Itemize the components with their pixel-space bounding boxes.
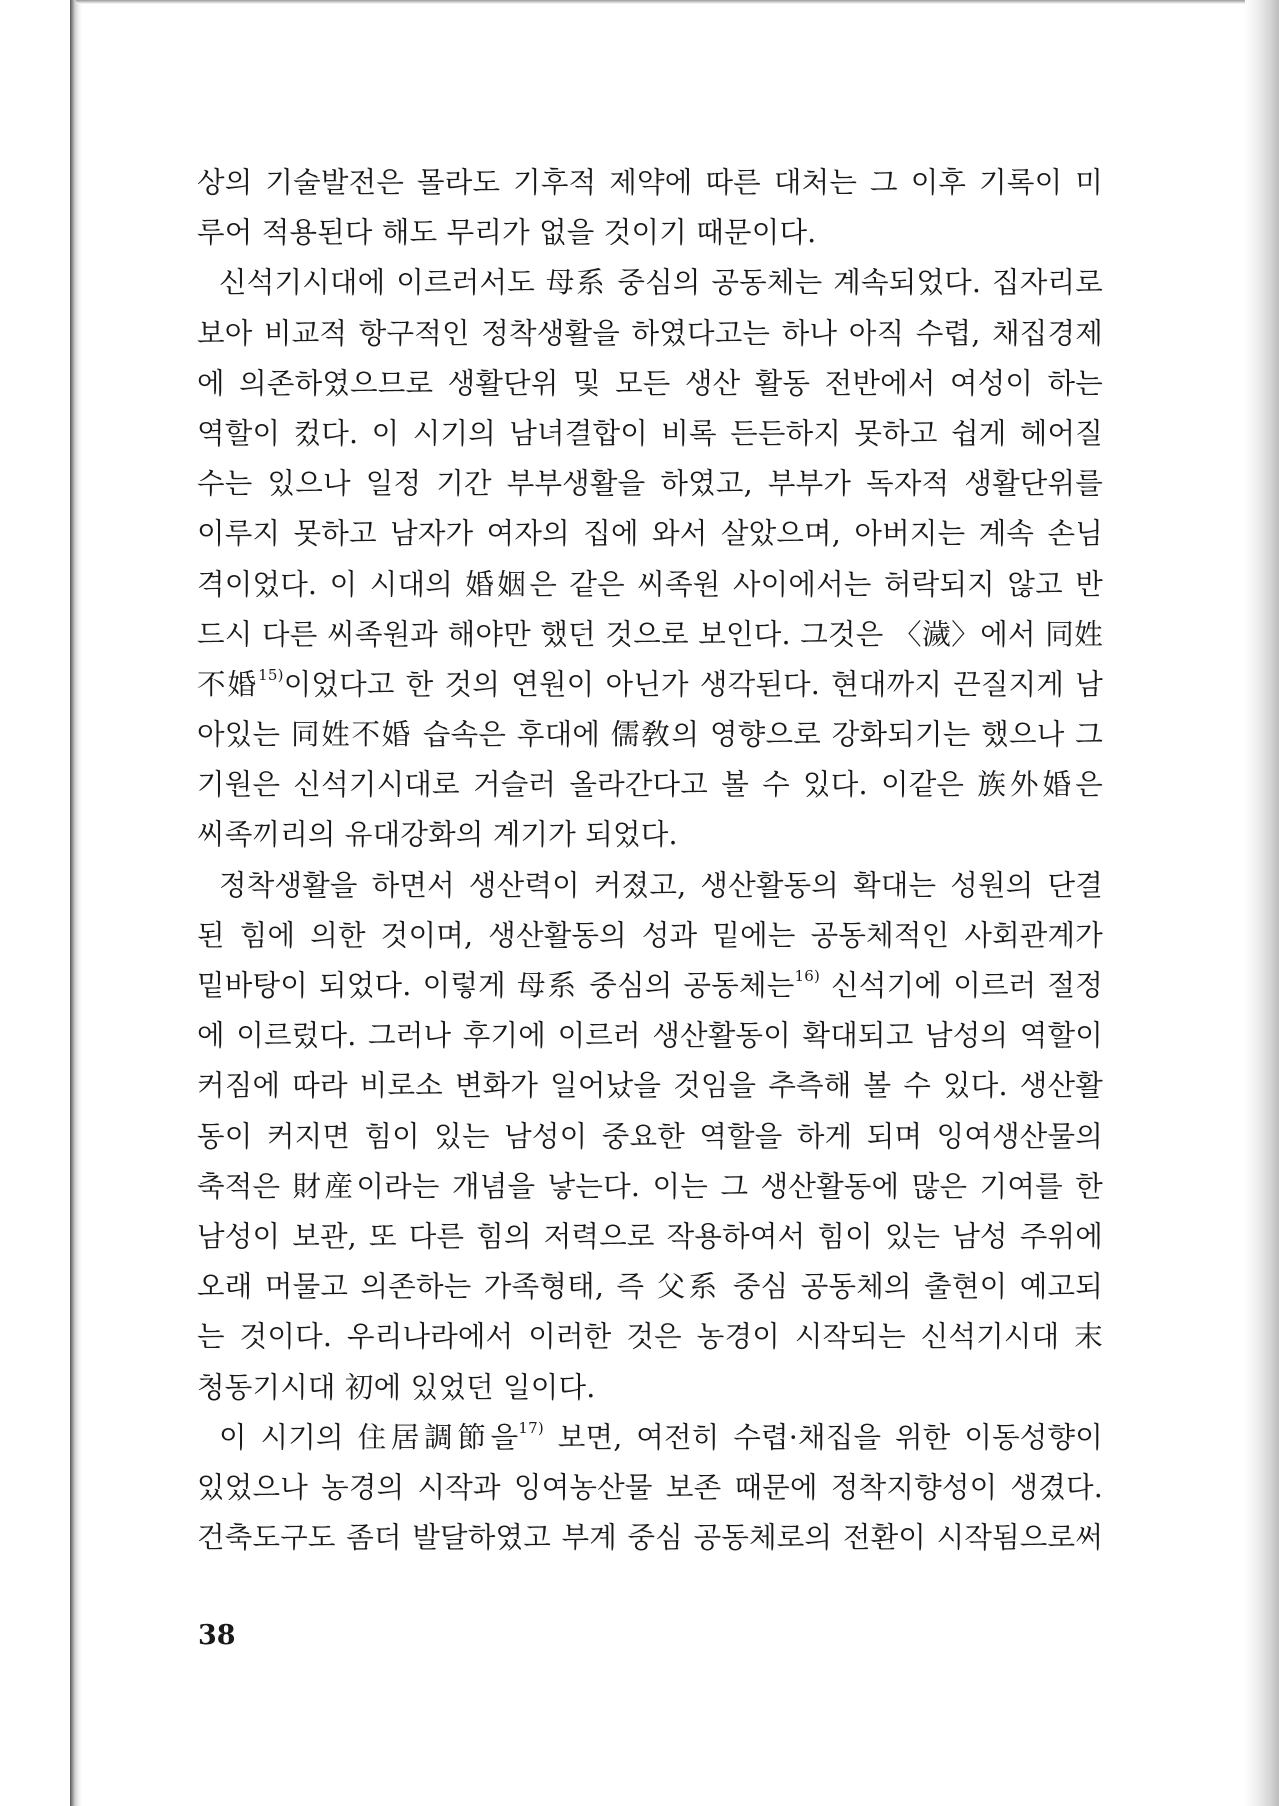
text-line: 정착생활을 하면서 생산력이 커졌고, 생산활동의 확대는 성원의 단결 [219, 868, 1103, 902]
text-line: 남성이 보관, 또 다른 힘의 저력으로 작용하여서 힘이 있는 남성 주위에 [197, 1219, 1103, 1253]
line-text: 이 시기의 住居調節을 [219, 1420, 519, 1454]
footnote-marker[interactable]: 16) [794, 967, 821, 985]
text-line: 오래 머물고 의존하는 가족형태, 즉 父系 중심 공동체의 출현이 예고되 [197, 1270, 1103, 1304]
text-line: 역할이 컸다. 이 시기의 남녀결합이 비록 든든하지 못하고 쉽게 헤어질 [197, 416, 1103, 450]
text-line: 수는 있으나 일정 기간 부부생활을 하였고, 부부가 독자적 생활단위를 [197, 467, 1103, 501]
page-left-edge [70, 0, 82, 1806]
text-line: 축적은 財産이라는 개념을 낳는다. 이는 그 생산활동에 많은 기여를 한 [197, 1169, 1103, 1203]
text-line: 기원은 신석기시대로 거슬러 올라간다고 볼 수 있다. 이같은 族外婚은 [197, 768, 1103, 802]
line-text: 이었다고 한 것의 연원이 아닌가 생각된다. 현대까지 끈질지게 남 [283, 667, 1104, 701]
text-line: 에 의존하였으므로 생활단위 및 모든 생산 활동 전반에서 여성이 하는 [197, 366, 1103, 400]
line-text: 不婚 [197, 667, 259, 701]
text-line: 커짐에 따라 비로소 변화가 일어났을 것임을 추측해 볼 수 있다. 생산활 [197, 1069, 1103, 1103]
text-line: 있었으나 농경의 시작과 잉여농산물 보존 때문에 정착지향성이 생겼다. [197, 1470, 1103, 1504]
line-text: 보면, 여전히 수렵·채집을 위한 이동성향이 [543, 1420, 1103, 1454]
footnote-marker[interactable]: 15) [258, 665, 284, 684]
page-outer-margin [0, 0, 70, 1806]
text-line: 보아 비교적 항구적인 정착생활을 하였다고는 하나 아직 수렵, 채집경제 [197, 316, 1103, 350]
footnote-marker[interactable]: 17) [518, 1418, 544, 1437]
text-line: 된 힘에 의한 것이며, 생산활동의 성과 밑에는 공동체적인 사회관계가 [197, 918, 1103, 952]
body-text [197, 158, 1103, 1563]
text-line: 신석기시대에 이르러서도 母系 중심의 공동체는 계속되었다. 집자리로 [219, 266, 1103, 300]
line-text: 밑바탕이 되었다. 이렇게 母系 중심의 공동체는 [197, 969, 795, 1002]
page-top-edge [76, 0, 1279, 4]
text-line: 는 것이다. 우리나라에서 이러한 것은 농경이 시작되는 신석기시대 末 [197, 1320, 1103, 1354]
text-line: 이루지 못하고 남자가 여자의 집에 와서 살았으며, 아버지는 계속 손님 [197, 517, 1103, 551]
text-line: 씨족끼리의 유대강화의 계기가 되었다. [197, 818, 678, 852]
page-number: 38 [198, 1620, 236, 1651]
text-line: 건축도구도 좀더 발달하였고 부계 중심 공동체로의 전환이 시작됨으로써 [197, 1521, 1103, 1555]
text-line: 상의 기술발전은 몰라도 기후적 제약에 따른 대처는 그 이후 기록이 미 [197, 166, 1103, 199]
text-line: 동이 커지면 힘이 있는 남성이 중요한 역할을 하게 되며 잉여생산물의 [197, 1119, 1103, 1153]
text-line: 청동기시대 初에 있었던 일이다. [197, 1370, 596, 1404]
text-line: 아있는 同姓不婚 습속은 후대에 儒敎의 영향으로 강화되기는 했으나 그 [197, 718, 1103, 752]
text-line: 루어 적용된다 해도 무리가 없을 것이기 때문이다. [197, 216, 817, 250]
text-line-with-footnote [197, 961, 1103, 1011]
text-line-with-footnote [197, 1413, 1103, 1463]
text-line: 드시 다른 씨족원과 해야만 했던 것으로 보인다. 그것은 〈濊〉에서 同姓 [197, 617, 1103, 651]
text-line: 격이었다. 이 시대의 婚姻은 같은 씨족원 사이에서는 허락되지 않고 반 [197, 567, 1103, 601]
text-line: 에 이르렀다. 그러나 후기에 이르러 생산활동이 확대되고 남성의 역할이 [197, 1019, 1103, 1053]
line-text: 신석기에 이르러 절정 [820, 969, 1103, 1002]
page-curl-shadow [1245, 0, 1279, 1806]
text-line-with-footnote [197, 660, 1103, 710]
